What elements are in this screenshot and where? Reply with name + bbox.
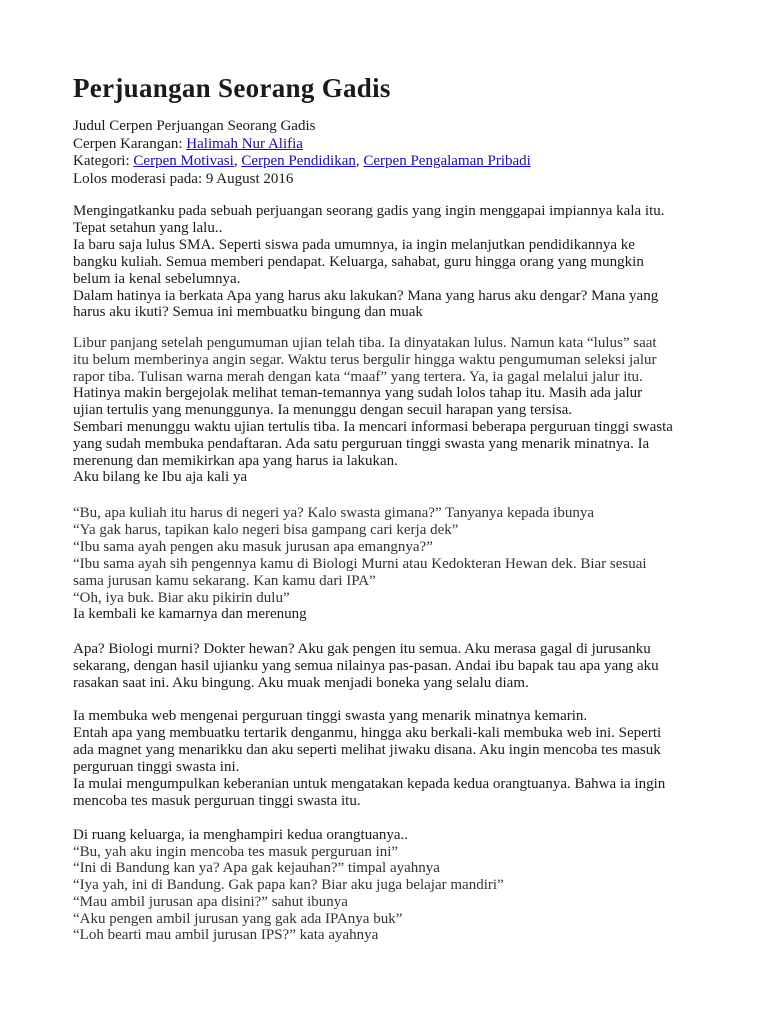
- story-paragraph: [73, 708, 713, 810]
- story-paragraph: [73, 827, 713, 944]
- text-line: merenung dan memikirkan apa yang harus ia lakukan.: [73, 452, 398, 469]
- text-line: bangku kuliah. Semua memberi pendapat. Keluarga, sahabat, guru hingga orang yang mungkin: [73, 253, 644, 270]
- text-line: Ia mulai mengumpulkan keberanian untuk mengatakan kepada kedua orangtuanya. Bahwa ia ingin: [73, 776, 666, 792]
- text-line: “Bu, apa kuliah itu harus di negeri ya? Kalo swasta gimana?” Tanyanya kepada ibunya: [73, 505, 594, 521]
- text-line: “Loh bearti mau ambil jurusan IPS?” kata ayahnya: [73, 927, 379, 944]
- meta-karangan: [73, 136, 531, 154]
- text-line: “Mau ambil jurusan apa disini?” sahut ibunya: [73, 893, 348, 910]
- text-line: Di ruang keluarga, ia menghampiri kedua orangtuanya..: [73, 827, 409, 843]
- story-paragraph: [73, 641, 713, 691]
- text-line: Ia baru saja lulus SMA. Seperti siswa pada umumnya, ia ingin melanjutkan pendidikannya ke: [73, 236, 635, 253]
- text-line: Sembari menunggu waktu ujian tertulis tiba. Ia mencari informasi beberapa perguruan tinggi swasta: [73, 418, 673, 435]
- author-link[interactable]: Halimah Nur Alifia: [186, 135, 303, 152]
- text-line: ujian tertulis yang menunggunya. Ia menunggu dengan secuil harapan yang tersisa.: [73, 402, 573, 419]
- text-line: “Bu, yah aku ingin mencoba tes masuk perguruan ini”: [73, 843, 399, 860]
- text-line: Libur panjang setelah pengumuman ujian telah tiba. Ia dinyatakan lulus. Namun kata “lulus” saat: [73, 335, 657, 351]
- meta-judul: Judul Cerpen Perjuangan Seorang Gadis: [73, 118, 316, 134]
- meta-lolos-moderasi: Lolos moderasi pada: 9 August 2016: [73, 170, 294, 187]
- text-line: “Iya yah, ini di Bandung. Gak papa kan? Biar aku juga belajar mandiri”: [73, 877, 504, 894]
- meta-kategori: [73, 153, 531, 171]
- text-line: “Oh, iya buk. Biar aku pikirin dulu”: [73, 589, 290, 606]
- story-paragraph: [73, 203, 713, 321]
- text-line: Ia kembali ke kamarnya dan merenung: [73, 606, 307, 623]
- text-line: “Ibu sama ayah sih pengennya kamu di Biologi Murni atau Kedokteran Hewan dek. Biar sesuai: [73, 555, 647, 572]
- text-line: Aku bilang ke Ibu aja kali ya: [73, 469, 248, 486]
- text-line: mencoba tes masuk perguruan tinggi swasta itu.: [73, 793, 361, 809]
- category-link-pendidikan[interactable]: Cerpen Pendidikan: [241, 153, 356, 169]
- text-line: Entah apa yang membuatku tertarik denganmu, hingga aku berkali-kali membuka web ini. Seperti: [73, 725, 662, 741]
- text-line: “Ibu sama ayah pengen aku masuk jurusan apa emangnya?”: [73, 538, 433, 555]
- text-line: yang sudah membuka pendaftaran. Ada satu perguruan tinggi swasta yang menarik minatnya. Ia: [73, 435, 650, 452]
- text-line: perguruan tinggi swasta ini.: [73, 759, 240, 775]
- category-separator: ,: [355, 153, 364, 169]
- story-paragraph: [73, 505, 713, 623]
- karangan-label: Cerpen Karangan:: [73, 135, 187, 152]
- text-line: Dalam hatinya ia berkata Apa yang harus aku lakukan? Mana yang harus aku dengar? Mana yang: [73, 287, 659, 304]
- text-line: Apa? Biologi murni? Dokter hewan? Aku gak pengen itu semua. Aku merasa gagal di jurusanku: [73, 641, 651, 657]
- category-separator: ,: [233, 153, 242, 169]
- text-line: rapor tiba. Tulisan warna merah dengan kata “maaf” yang tertera. Ya, ia gagal melalui jalur itu.: [73, 368, 643, 385]
- text-line: ada magnet yang menarikku dan aku seperti melihat jiwaku disana. Aku ingin mencoba tes masuk: [73, 742, 661, 758]
- text-line: “Ya gak harus, tapikan kalo negeri bisa gampang cari kerja dek”: [73, 521, 459, 538]
- story-paragraph: [73, 335, 713, 486]
- text-line: “Aku pengen ambil jurusan yang gak ada IPAnya buk”: [73, 910, 403, 927]
- kategori-label: Kategori:: [73, 153, 134, 169]
- text-line: harus aku ikuti? Semua ini membuatku bingung dan muak: [73, 304, 423, 321]
- text-line: Mengingatkanku pada sebuah perjuangan seorang gadis yang ingin menggapai impiannya kala itu.: [73, 203, 665, 219]
- text-line: sama jurusan kamu sekarang. Kan kamu dari IPA”: [73, 572, 376, 589]
- text-line: Hatinya makin bergejolak melihat teman-temannya yang sudah lolos tahap itu. Masih ada jalur: [73, 385, 643, 402]
- story-metadata: [73, 118, 531, 188]
- page-title: Perjuangan Seorang Gadis: [73, 73, 391, 103]
- category-link-pengalaman-pribadi[interactable]: Cerpen Pengalaman Pribadi: [363, 153, 531, 169]
- text-line: itu belum memberinya angin segar. Waktu terus bergulir hingga waktu pengumuman seleksi jalur: [73, 351, 657, 368]
- category-link-motivasi[interactable]: Cerpen Motivasi: [133, 153, 234, 169]
- text-line: sekarang, dengan hasil ujianku yang semua nilainya pas-pasan. Andai ibu bapak tau apa yang aku: [73, 657, 659, 674]
- text-line: Tepat setahun yang lalu..: [73, 219, 223, 236]
- text-line: Ia membuka web mengenai perguruan tinggi swasta yang menarik minatnya kemarin.: [73, 708, 588, 724]
- text-line: rasakan saat ini. Aku bingung. Aku muak menjadi boneka yang selalu diam.: [73, 674, 529, 691]
- text-line: belum ia kenal sebelumnya.: [73, 270, 241, 287]
- text-line: “Ini di Bandung kan ya? Apa gak kejauhan?” timpal ayahnya: [73, 860, 440, 877]
